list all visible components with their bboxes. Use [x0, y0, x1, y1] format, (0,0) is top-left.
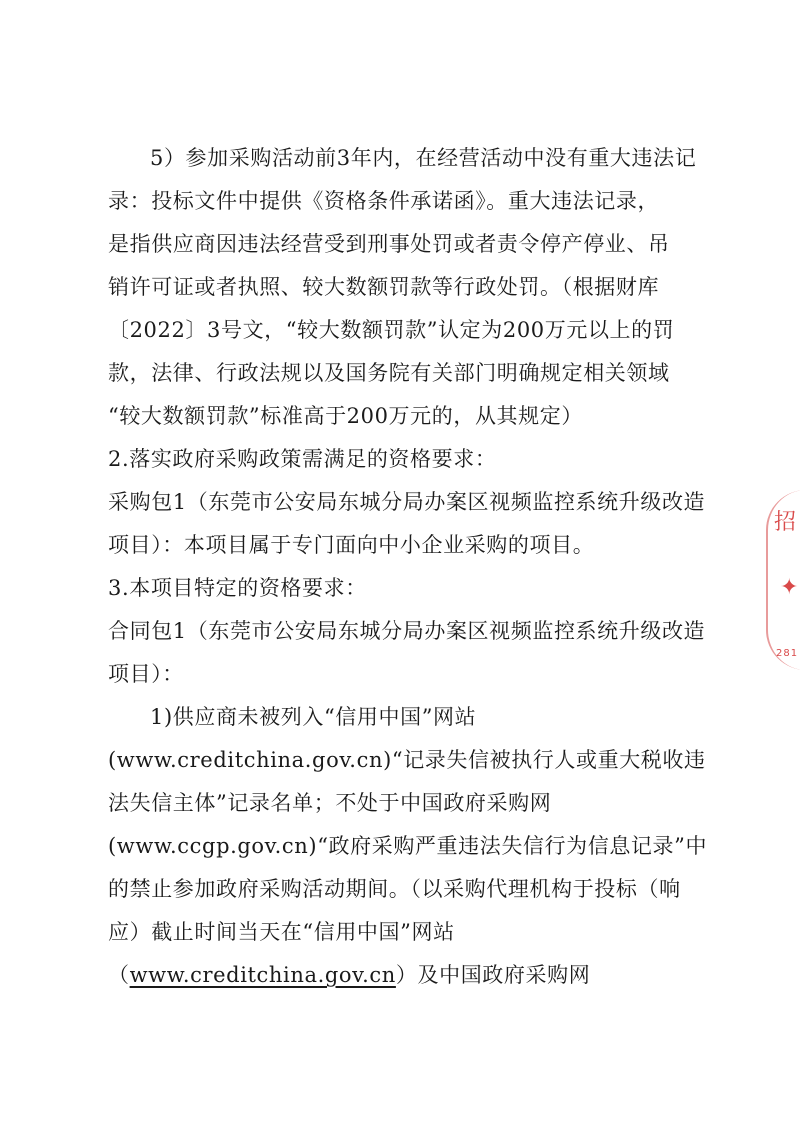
paragraph-line: 项目）： [108, 662, 184, 686]
paragraph-line: 1)供应商未被列入“信用中国”网站 [150, 705, 477, 729]
paragraph-line: 项目）：本项目属于专门面向中小企业采购的项目。 [108, 533, 595, 557]
paragraph-line-with-link [108, 960, 708, 990]
paragraph-line: 应）截止时间当天在“信用中国”网站 [108, 920, 455, 944]
paragraph-line: 是指供应商因违法经营受到刑事处罚或者责令停产停业、吊 [108, 232, 670, 256]
paragraph-line: (www.creditchina.gov.cn)“记录失信被执行人或重大税收违 [108, 748, 706, 772]
paragraph-line: 采购包1（东莞市公安局东城分局办案区视频监控系统升级改造 [108, 490, 706, 514]
paragraph-line: (www.ccgp.gov.cn)“政府采购严重违法失信行为信息记录”中 [108, 834, 708, 858]
seal-number: 281 [776, 648, 799, 659]
paragraph-line: 的禁止参加政府采购活动期间。（以采购代理机构于投标（响 [108, 877, 681, 901]
open-paren: （ [108, 963, 130, 987]
paragraph-line: 销许可证或者执照、较大数额罚款等行政处罚。（根据财库 [108, 275, 660, 299]
link-suffix: ）及中国政府采购网 [395, 963, 591, 987]
paragraph-line: 5）参加采购活动前3年内，在经营活动中没有重大违法记 [150, 146, 697, 170]
section-heading: 2.落实政府采购政策需满足的资格要求： [108, 447, 497, 471]
creditchina-link[interactable]: www.creditchina.gov.cn [129, 963, 396, 987]
seal-character: 招 [774, 510, 797, 535]
paragraph-line: 录：投标文件中提供《资格条件承诺函》。重大违法记录， [108, 189, 660, 213]
section-heading: 3.本项目特定的资格要求： [108, 576, 367, 600]
paragraph-line: 款，法律、行政法规以及国务院有关部门明确规定相关领域 [108, 361, 670, 385]
paragraph-line: 〔2022〕3号文，“较大数额罚款”认定为200万元以上的罚 [108, 318, 675, 342]
paragraph-line: 合同包1（东莞市公安局东城分局办案区视频监控系统升级改造 [108, 619, 706, 643]
seal-star-icon: ✦ [780, 575, 799, 600]
paragraph-line: “较大数额罚款”标准高于200万元的，从其规定） [108, 404, 583, 428]
paragraph-line: 法失信主体”记录名单；不处于中国政府采购网 [108, 791, 552, 815]
